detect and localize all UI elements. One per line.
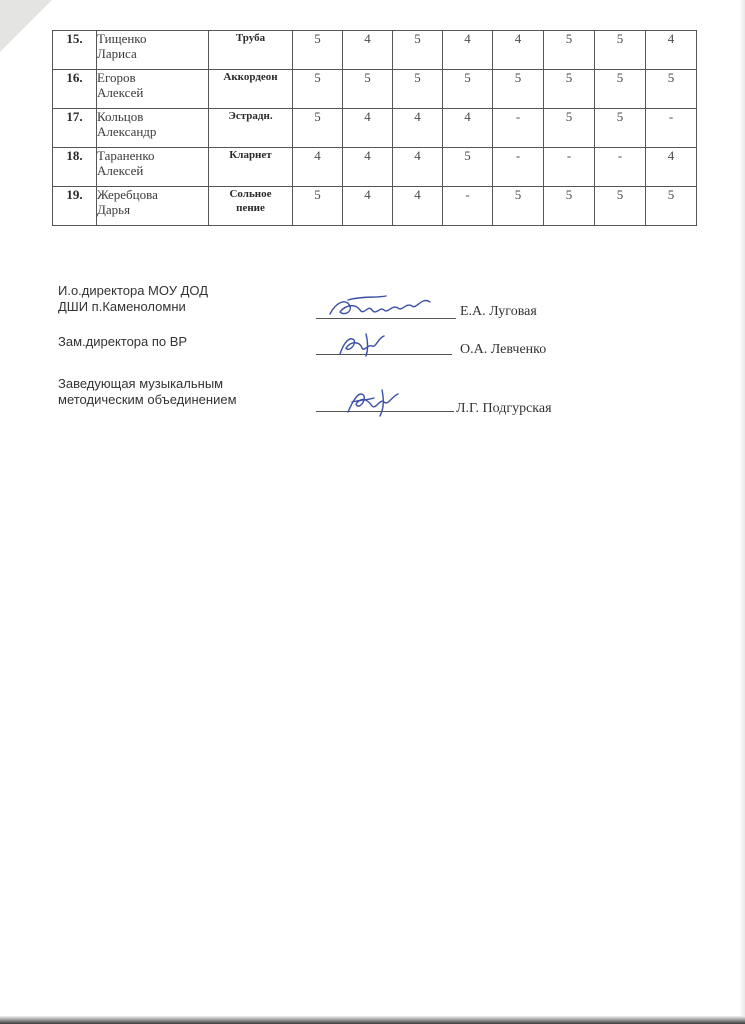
student-name-line: Кольцов: [97, 109, 144, 124]
grade-cell: 4: [493, 31, 544, 70]
table-row: [53, 70, 697, 109]
instrument-line: Эстрадн.: [228, 110, 273, 122]
table-row: [53, 148, 697, 187]
director-signature: [326, 292, 446, 322]
instrument: [209, 148, 293, 187]
grade-cell: 4: [343, 187, 393, 226]
grades-table: [52, 30, 697, 226]
director-name: Е.А. Луговая: [460, 304, 537, 319]
grade-cell: 4: [343, 148, 393, 187]
grade-cell: 5: [393, 70, 443, 109]
director-title-line1: И.о.директора МОУ ДОД: [58, 283, 209, 298]
student-name-line: Жеребцова: [97, 187, 158, 202]
head-title-line1: Заведующая музыкальным: [58, 376, 224, 391]
student-name: [97, 148, 209, 187]
instrument-line: Труба: [235, 32, 266, 44]
grade-cell: 4: [393, 148, 443, 187]
instrument-line: Аккордеон: [223, 71, 278, 83]
student-name-line: Лариса: [97, 46, 137, 61]
student-name-line: Егоров: [97, 70, 136, 85]
student-name-line: Алексей: [97, 85, 144, 100]
table-row: [53, 187, 697, 226]
grade-cell: 5: [293, 109, 343, 148]
scan-bottom-edge: [0, 1016, 745, 1024]
grade-cell: 5: [595, 31, 646, 70]
instrument: [209, 187, 293, 226]
grade-cell: 5: [443, 70, 493, 109]
grade-cell: -: [544, 148, 595, 187]
student-name-line: Дарья: [97, 202, 131, 217]
grade-cell: 5: [544, 187, 595, 226]
head-signature: [344, 386, 414, 420]
deputy-signature: [336, 330, 396, 360]
grade-cell: 5: [595, 187, 646, 226]
instrument-line: Кларнет: [229, 149, 272, 161]
grade-cell: -: [443, 187, 493, 226]
student-name-line: Алексей: [97, 163, 144, 178]
grade-cell: 4: [443, 109, 493, 148]
grade-cell: 4: [646, 148, 697, 187]
grade-cell: 4: [343, 109, 393, 148]
grade-cell: 5: [293, 70, 343, 109]
instrument: [209, 109, 293, 148]
grade-cell: 4: [343, 31, 393, 70]
grade-cell: -: [595, 148, 646, 187]
student-name-line: Тараненко: [97, 148, 155, 163]
head-name: Л.Г. Подгурская: [456, 401, 552, 416]
grade-cell: -: [646, 109, 697, 148]
deputy-title-line1: Зам.директора по ВР: [58, 334, 188, 349]
grade-cell: 4: [646, 31, 697, 70]
instrument-line: Сольное: [229, 188, 272, 200]
row-number: 16.: [53, 70, 97, 109]
paper-right-edge: [739, 0, 745, 1024]
student-name: [97, 31, 209, 70]
grade-cell: 5: [293, 31, 343, 70]
folded-corner: [0, 0, 52, 52]
instrument: [209, 31, 293, 70]
grade-cell: 4: [293, 148, 343, 187]
grade-cell: 5: [646, 187, 697, 226]
grade-cell: 5: [646, 70, 697, 109]
grade-cell: 5: [493, 187, 544, 226]
deputy-title: [58, 334, 187, 350]
grade-cell: 5: [293, 187, 343, 226]
grade-cell: 5: [544, 70, 595, 109]
table-row: [53, 109, 697, 148]
grade-cell: 4: [393, 109, 443, 148]
student-name: [97, 109, 209, 148]
row-number: 18.: [53, 148, 97, 187]
grade-cell: 5: [443, 148, 493, 187]
grade-cell: 4: [443, 31, 493, 70]
row-number: 17.: [53, 109, 97, 148]
student-name: [97, 187, 209, 226]
table-row: [53, 31, 697, 70]
deputy-name: О.А. Левченко: [460, 342, 547, 357]
grade-cell: 5: [595, 109, 646, 148]
grade-cell: 5: [343, 70, 393, 109]
grade-cell: 5: [393, 31, 443, 70]
instrument-line: пение: [236, 202, 265, 214]
grade-cell: -: [493, 148, 544, 187]
grade-cell: 5: [544, 109, 595, 148]
grade-cell: 5: [544, 31, 595, 70]
student-name-line: Александр: [97, 124, 157, 139]
instrument: [209, 70, 293, 109]
grade-cell: 5: [493, 70, 544, 109]
head-title: [58, 376, 237, 408]
grade-cell: -: [493, 109, 544, 148]
grade-cell: 5: [595, 70, 646, 109]
student-name: [97, 70, 209, 109]
student-name-line: Тищенко: [97, 31, 147, 46]
head-title-line2: методическим объединением: [58, 392, 237, 407]
row-number: 15.: [53, 31, 97, 70]
director-title: [58, 283, 208, 315]
grade-cell: 4: [393, 187, 443, 226]
row-number: 19.: [53, 187, 97, 226]
director-title-line2: ДШИ п.Каменоломни: [58, 299, 186, 314]
